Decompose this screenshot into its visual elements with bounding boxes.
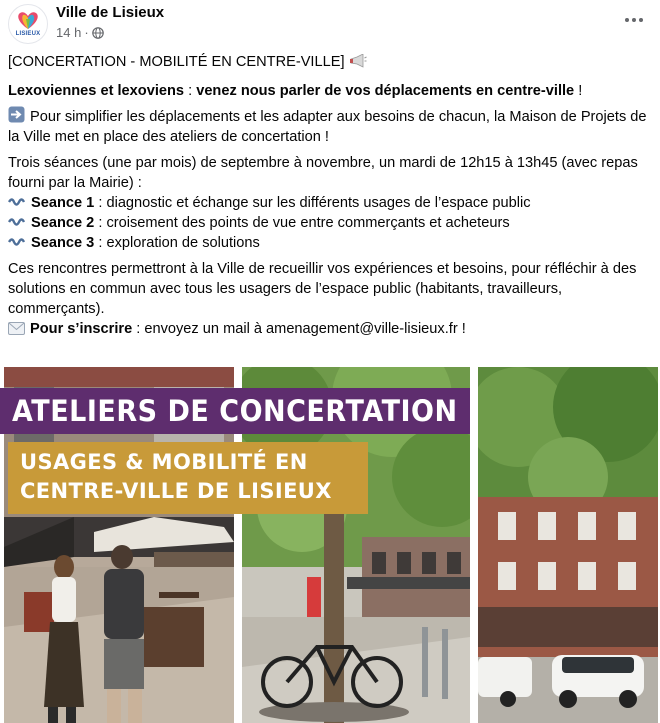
post-title-line [8,52,654,72]
lead-separator: : [184,83,197,99]
seance-label: Seance 2 [31,215,95,231]
lead-invite: venez nous parler de vos déplacements en centre-ville [196,83,575,99]
post-title: [CONCERTATION - MOBILITÉ EN CENTRE-VILLE] [8,54,345,70]
banner-line-1: ATELIERS DE CONCERTATION [12,393,458,429]
seance-item [8,213,654,233]
closing-paragraph: Ces rencontres permettront à la Ville de recueillir vos expériences et besoins, pour réfléchir à des solutions en commun avec tous les usagers de l’espace public (habitants, travailleurs, commerçants). [8,261,637,317]
signup-line [8,319,654,339]
avatar-label: LISIEUX [15,31,41,37]
post-meta [56,25,104,40]
signup-text[interactable]: : envoyez un mail à amenagement@ville-lisieux.fr ! [132,321,466,337]
seance-text: : croisement des points de vue entre commerçants et acheteurs [94,215,510,231]
page-avatar[interactable] [8,4,48,44]
meta-separator: · [84,25,89,40]
megaphone-icon [349,54,367,68]
post-simplify [8,106,654,147]
photo-street-building [478,367,658,723]
seance-text: : diagnostic et échange sur les différents usages de l’espace public [94,195,531,211]
globe-icon[interactable] [92,27,104,39]
wave-icon [8,217,25,227]
page-name[interactable]: Ville de Lisieux [56,4,165,21]
lead-audience: Lexoviennes et lexoviens [8,83,185,99]
more-options-icon[interactable] [620,8,648,32]
post-time[interactable]: 14 h [56,25,82,40]
simplify-text: Pour simplifier les déplacements et les adapter aux besoins de chacun, la Maison de Projets de la Ville met en place des ateliers de concertation ! [8,109,647,145]
seances-intro: Trois séances (une par mois) de septembre à novembre, un mardi de 12h15 à 13h45 (avec repas fourni par la Mairie) : [8,155,638,191]
post-image[interactable] [0,352,660,723]
banner-title [0,388,470,434]
seance-label: Seance 3 [31,235,95,251]
lisieux-logo-icon [9,5,47,43]
signup-label: Pour s’inscrire [30,321,133,337]
post-lead [8,81,654,101]
banner-line-3: CENTRE-VILLE DE LISIEUX [20,479,332,503]
seance-text: : exploration de solutions [94,235,260,251]
seance-item [8,193,654,213]
banner-subtitle [8,442,368,514]
right-arrow-icon [8,106,25,123]
wave-icon [8,237,25,247]
wave-icon [8,197,25,207]
post-body [8,52,654,339]
lead-end: ! [574,83,583,99]
seance-item [8,233,654,253]
banner-line-2: USAGES & MOBILITÉ EN [20,450,308,474]
seance-label: Seance 1 [31,195,95,211]
envelope-icon [8,322,25,335]
post-header [0,0,660,48]
